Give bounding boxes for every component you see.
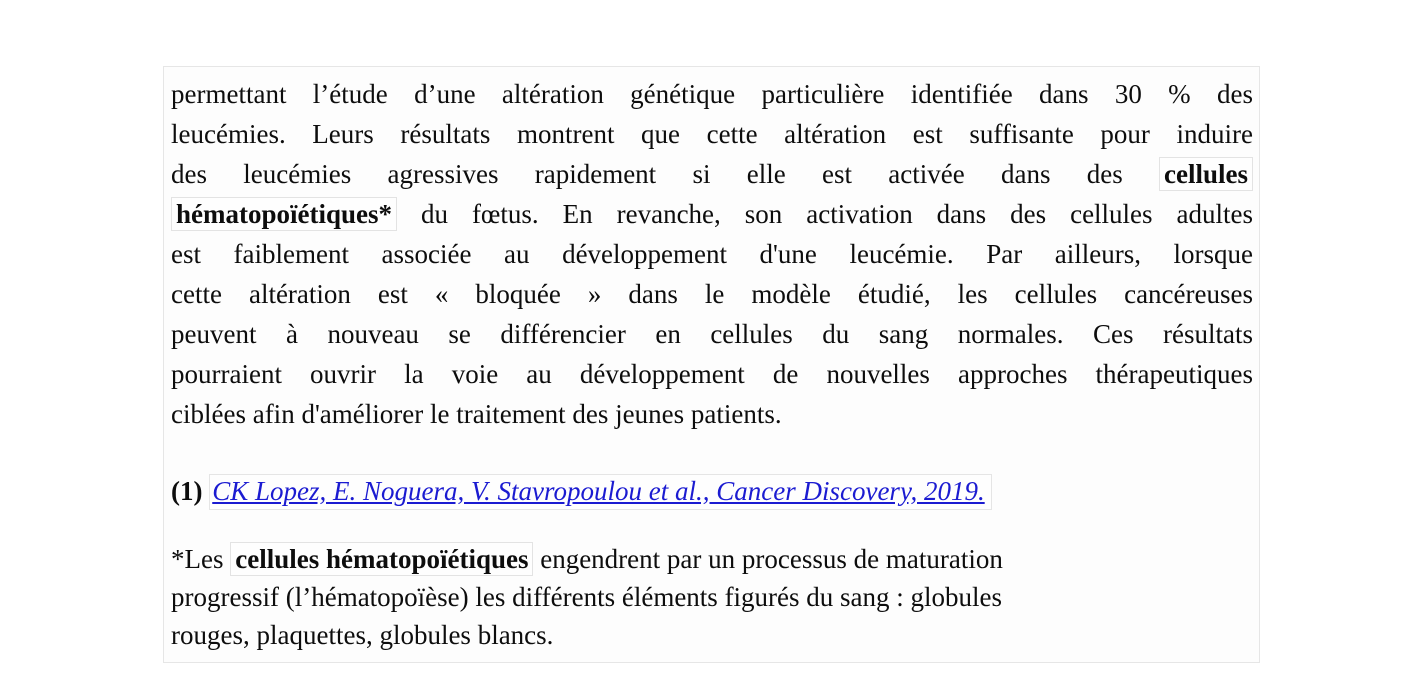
footnote-line bbox=[171, 578, 1253, 616]
citation-line bbox=[171, 471, 1253, 511]
footnote-text: engendrent par un processus de maturation bbox=[540, 544, 1003, 574]
paragraph-text: ciblées afin d'améliorer le traitement des jeunes patients. bbox=[171, 399, 782, 429]
footnote-line bbox=[171, 616, 1253, 654]
footnote-line bbox=[171, 540, 1253, 578]
document-page bbox=[163, 66, 1260, 663]
paragraph-text: des leucémies agressives rapidement si elle est activée dans des bbox=[171, 159, 1123, 189]
paragraph-text: peuvent à nouveau se différencier en cellules du sang normales. Ces résultats bbox=[171, 319, 1253, 349]
citation-marker: (1) bbox=[171, 476, 203, 506]
highlighted-term: cellules bbox=[1159, 157, 1253, 191]
paragraph-line bbox=[171, 114, 1253, 154]
footnote-text: progressif (l’hématopoïèse) les différents éléments figurés du sang : globules bbox=[171, 582, 1003, 612]
paragraph-text: du fœtus. En revanche, son activation dans des cellules adultes bbox=[420, 199, 1253, 229]
paragraph-text: est faiblement associée au développement d'une leucémie. Par ailleurs, lorsque bbox=[171, 239, 1253, 269]
highlighted-term: cellules hématopoïétiques bbox=[230, 542, 533, 576]
footnote bbox=[171, 540, 1253, 654]
footnote-text: *Les bbox=[171, 544, 224, 574]
paragraph-line bbox=[171, 154, 1253, 194]
paragraph-line bbox=[171, 234, 1253, 274]
paragraph-line bbox=[171, 314, 1253, 354]
paragraph-line bbox=[171, 394, 1253, 434]
paragraph-text: permettant l’étude d’une altération génétique particulière identifiée dans 30 % des bbox=[171, 79, 1253, 109]
main-paragraph bbox=[171, 74, 1253, 434]
paragraph-line bbox=[171, 194, 1253, 234]
paragraph-text: cette altération est « bloquée » dans le modèle étudié, les cellules cancéreuses bbox=[171, 279, 1253, 309]
paragraph-line bbox=[171, 74, 1253, 114]
paragraph-text: pourraient ouvrir la voie au développement de nouvelles approches thérapeutiques bbox=[171, 359, 1253, 389]
footnote-text: rouges, plaquettes, globules blancs. bbox=[171, 620, 554, 650]
paragraph-line bbox=[171, 354, 1253, 394]
paragraph-line bbox=[171, 274, 1253, 314]
citation-link[interactable]: CK Lopez, E. Noguera, V. Stavropoulou et al., Cancer Discovery, 2019. bbox=[209, 474, 991, 510]
paragraph-text: leucémies. Leurs résultats montrent que cette altération est suffisante pour induire bbox=[171, 119, 1253, 149]
highlighted-term: hématopoïétiques* bbox=[171, 197, 397, 231]
